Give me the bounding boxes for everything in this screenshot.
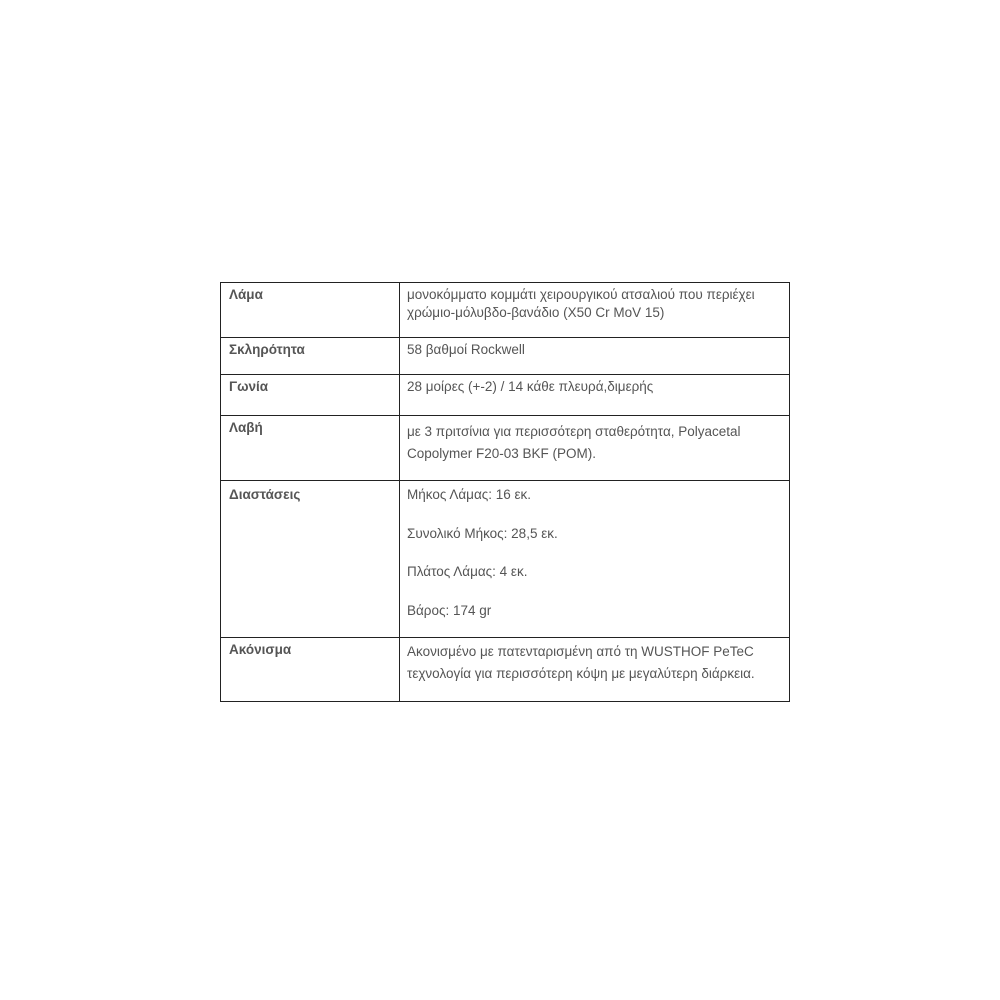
spec-value-angle (400, 375, 790, 416)
spec-label-hardness: Σκληρότητα (221, 338, 400, 375)
spec-label-blade: Λάμα (221, 283, 400, 338)
spec-value-line: χρώμιο-μόλυβδο-βανάδιο (X50 Cr MoV 15) (407, 305, 665, 320)
spec-row-blade (221, 283, 790, 338)
spec-value-hardness (400, 338, 790, 375)
spec-value-line: Βάρος: 174 gr (407, 602, 492, 618)
spec-value-line: 28 μοίρες (+-2) / 14 κάθε πλευρά,διμερής (407, 379, 654, 394)
spec-label-dimensions: Διαστάσεις (221, 481, 400, 638)
spec-value-line: 58 βαθμοί Rockwell (407, 342, 525, 357)
spec-value-handle (400, 416, 790, 481)
spec-value-line: Ακονισμένο με πατενταρισμένη από τη WUSTHOF PeTeC (407, 644, 754, 659)
spec-value-line: με 3 πριτσίνια για περισσότερη σταθερότητα, Polyacetal (407, 424, 741, 439)
spec-value-line: τεχνολογία για περισσότερη κόψη με μεγαλύτερη διάρκεια. (407, 666, 755, 681)
spec-row-handle (221, 416, 790, 481)
spec-value-line: μονοκόμματο κομμάτι χειρουργικού ατσαλιού που περιέχει (407, 287, 755, 302)
spec-value-dimensions (400, 481, 790, 638)
spec-value-line: Μήκος Λάμας: 16 εκ. (407, 487, 532, 502)
spec-row-sharpening (221, 638, 790, 702)
spec-value-line: Πλάτος Λάμας: 4 εκ. (407, 564, 528, 579)
spec-value-line: Copolymer F20-03 BKF (POM). (407, 446, 597, 461)
spec-row-hardness (221, 338, 790, 375)
spec-label-handle: Λαβή (221, 416, 400, 481)
spec-value-sharpening (400, 638, 790, 702)
spec-label-sharpening: Ακόνισμα (221, 638, 400, 702)
spec-table (220, 282, 790, 702)
spec-value-line: Συνολικό Μήκος: 28,5 εκ. (407, 525, 558, 541)
spec-row-dimensions (221, 481, 790, 638)
spec-row-angle (221, 375, 790, 416)
spec-value-blade (400, 283, 790, 338)
spec-label-angle: Γωνία (221, 375, 400, 416)
